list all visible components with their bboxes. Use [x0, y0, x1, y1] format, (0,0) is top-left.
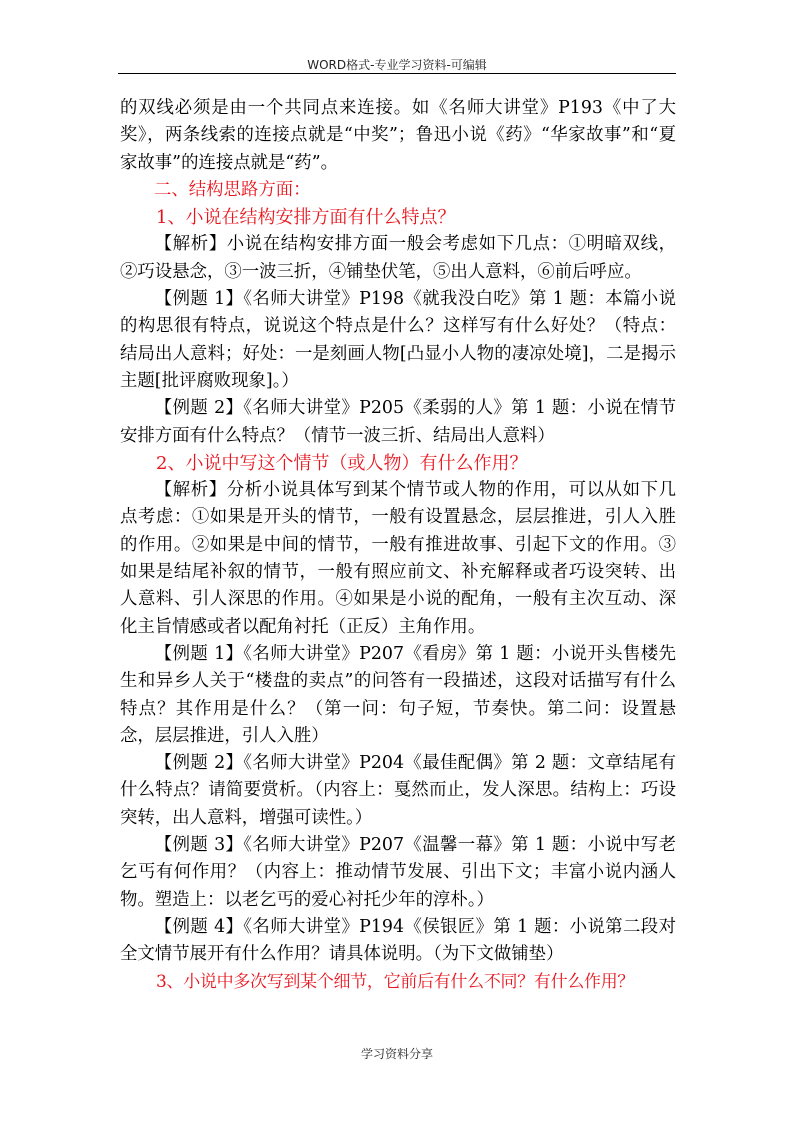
page-footer: 学习资料分享 [360, 1047, 433, 1061]
example-paragraph-2-2: 【例题 2】《名师大讲堂》P204《最佳配偶》第 2 题：文章结尾有什么特点？请简要赏析。（内容上：戛然而止，发人深思。结构上：巧设突转，出人意料，增强可读性。） [120, 753, 676, 828]
page-header: WORD格式-专业学习资料-可编辑 [307, 58, 487, 72]
example-paragraph-1-2: 【例题 2】《名师大讲堂》P205《柔弱的人》第 1 题：小说在情节安排方面有什么特点？（情节一波三折、结局出人意料） [120, 398, 676, 446]
header-divider [118, 73, 676, 74]
example-paragraph-2-1: 【例题 1】《名师大讲堂》P207《看房》第 1 题：小说开头售楼先生和异乡人关于“楼盘的卖点”的问答有一段描述，这段对话描写有什么特点？其作用是什么？（第一问：句子短，节奏快。第二问：设置悬念，层层推进，引人入胜） [120, 643, 676, 746]
example-paragraph-2-3: 【例题 3】《名师大讲堂》P207《温馨一幕》第 1 题：小说中写老乞丐有何作用？（内容上：推动情节发展、引出下文；丰富小说内涵人物。塑造上：以老乞丐的爱心衬托少年的淳朴。） [120, 835, 676, 910]
question-heading-1: 1、小说在结构安排方面有什么特点？ [156, 207, 456, 229]
analysis-paragraph-2: 【解析】分析小说具体写到某个情节或人物的作用，可以从如下几点考虑：①如果是开头的情节，一般有设置悬念，层层推进，引人入胜的作用。②如果是中间的情节，一般有推进故事、引起下文的作用。③如果是结尾补叙的情节，一般有照应前文、补充解释或者巧设突转、出人意料、引人深思的作用。④如果是小说的配角，一般有主次互动、深化主旨情感或者以配角衬托（正反）主角作用。 [120, 480, 676, 637]
document-body [120, 95, 676, 996]
question-heading-2: 2、小说中写这个情节（或人物）有什么作用？ [156, 452, 528, 474]
example-paragraph-1-1: 【例题 1】《名师大讲堂》P198《就我没白吃》第 1 题：本篇小说的构思很有特点，说说这个特点是什么？这样写有什么好处？（特点：结局出人意料；好处：一是刻画人物[凸显小人物的凄凉处境]，二是揭示主题[批评腐败现象]。） [120, 289, 676, 391]
question-heading-3: 3、小说中多次写到某个细节，它前后有什么不同？有什么作用？ [156, 971, 635, 992]
analysis-paragraph-1: 【解析】小说在结构安排方面一般会考虑如下几点：①明暗双线，②巧设悬念，③一波三折，④铺垫伏笔，⑤出人意料，⑥前后呼应。 [120, 234, 676, 282]
section-heading-structure: 二、结构思路方面： [154, 179, 311, 200]
paragraph-continuation: 的双线必须是由一个共同点来连接。如《名师大讲堂》P193《中了大奖》，两条线索的连接点就是“中奖”；鲁迅小说《药》“华家故事”和“夏家故事”的连接点就是“药”。 [120, 98, 676, 173]
example-paragraph-2-4: 【例题 4】《名师大讲堂》P194《侯银匠》第 1 题：小说第二段对全文情节展开有什么作用？请具体说明。（为下文做铺垫） [120, 916, 676, 965]
